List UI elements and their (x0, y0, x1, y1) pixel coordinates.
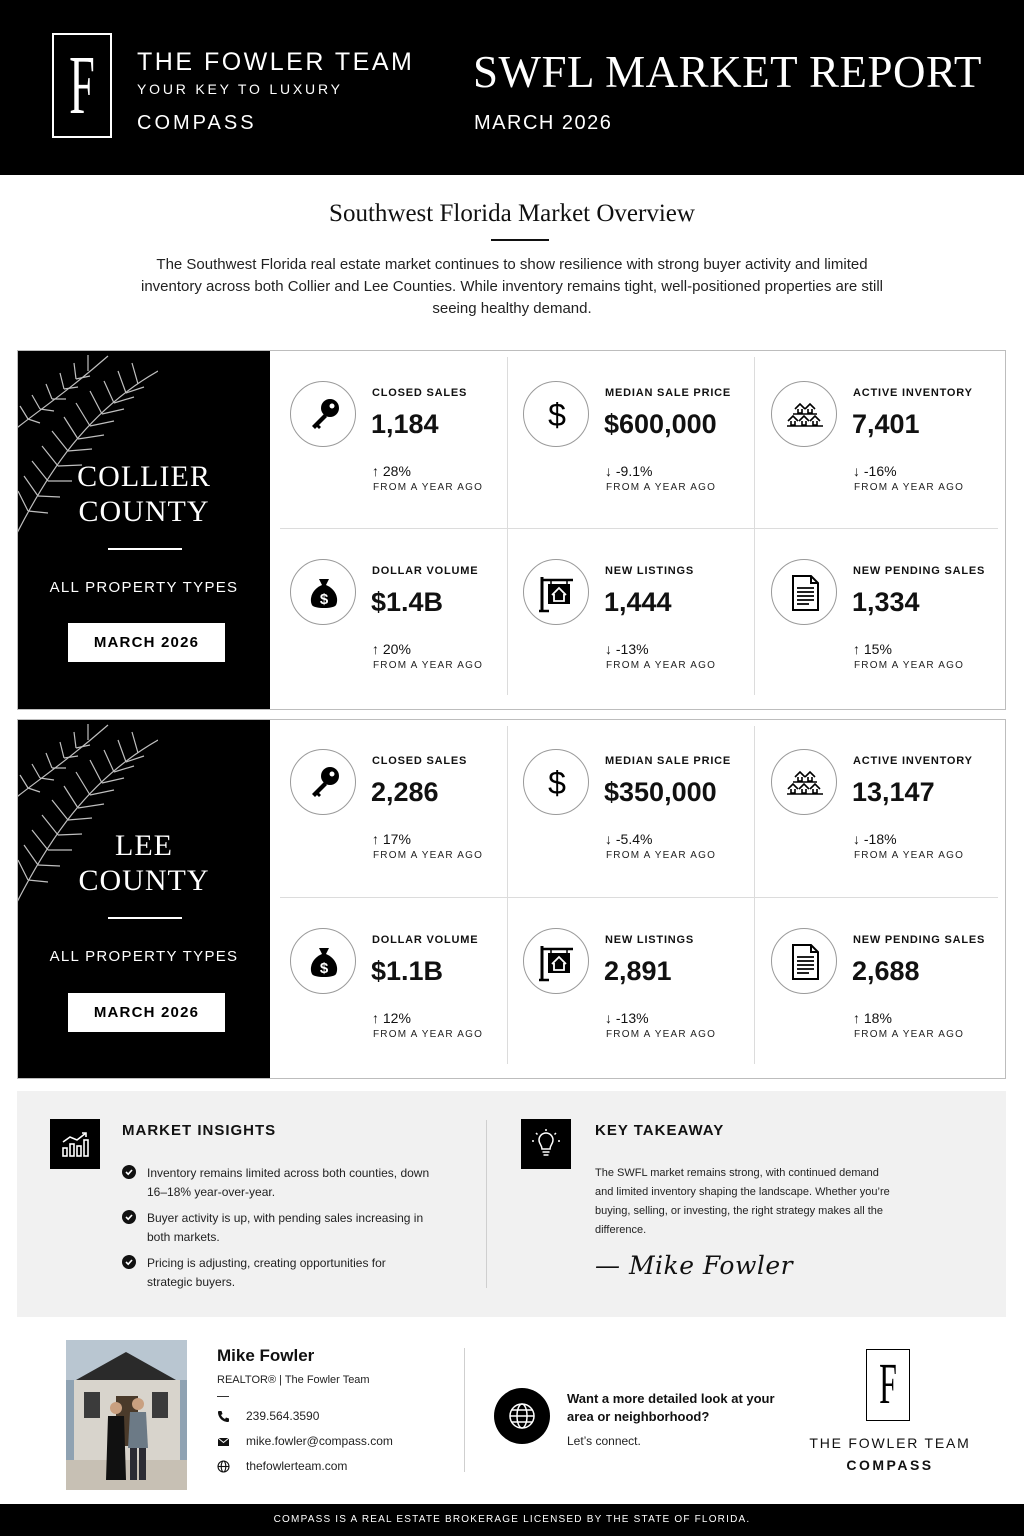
insights-divider (486, 1120, 487, 1288)
money-bag-icon (304, 573, 344, 613)
stat-label: CLOSED SALES (372, 387, 468, 399)
stat-from: FROM A YEAR AGO (854, 660, 965, 671)
report-title: SWFL MARKET REPORT (473, 47, 982, 97)
stat-active-inventory (771, 381, 1011, 541)
key-icon (304, 763, 344, 803)
stat-from: FROM A YEAR AGO (606, 660, 717, 671)
listing-sign-icon (537, 942, 577, 982)
stat-new-listings (523, 928, 763, 1088)
email-address[interactable]: mike.fowler@compass.com (246, 1434, 393, 1448)
chart-growth-icon (50, 1119, 100, 1169)
stat-value: $600,000 (604, 409, 717, 439)
stat-change: ↓ -13% (605, 641, 649, 657)
footer-team-name: THE FOWLER TEAM (809, 1435, 971, 1451)
stat-median-sale-price (523, 749, 763, 909)
stat-from: FROM A YEAR AGO (373, 482, 484, 493)
cta-connect[interactable]: Let’s connect. (567, 1434, 641, 1448)
insight-bullet (122, 1209, 422, 1249)
stat-new-pending-sales (771, 559, 1011, 719)
listing-sign-icon (537, 573, 577, 613)
collier-county-panel (17, 350, 1006, 710)
stat-value: 1,334 (852, 587, 920, 617)
stat-label: MEDIAN SALE PRICE (605, 755, 732, 767)
stat-value: 2,286 (371, 777, 439, 807)
county-name-line1: LEE (115, 829, 173, 862)
logo-letter: F (879, 1351, 897, 1416)
stat-label: MEDIAN SALE PRICE (605, 387, 732, 399)
stat-change: ↓ -18% (853, 831, 897, 847)
dollar-icon (537, 395, 577, 435)
stat-from: FROM A YEAR AGO (373, 1029, 484, 1040)
county-property-types: ALL PROPERTY TYPES (49, 579, 239, 596)
stat-dollar-volume (290, 559, 530, 719)
stat-from: FROM A YEAR AGO (373, 660, 484, 671)
stat-label: NEW LISTINGS (605, 565, 695, 577)
county-name-line2: COUNTY (78, 495, 210, 528)
stat-change: ↑ 12% (372, 1010, 411, 1026)
stat-from: FROM A YEAR AGO (606, 1029, 717, 1040)
stat-dollar-volume (290, 928, 530, 1088)
houses-icon (785, 395, 825, 435)
email-icon (217, 1435, 230, 1448)
dollar-icon (537, 763, 577, 803)
stat-change: ↑ 28% (372, 463, 411, 479)
houses-icon (785, 763, 825, 803)
stat-value: 1,184 (371, 409, 439, 439)
county-divider (108, 917, 182, 919)
legal-disclaimer: COMPASS IS A REAL ESTATE BROKERAGE LICENSED BY THE STATE OF FLORIDA. (0, 1504, 1024, 1536)
stat-label: DOLLAR VOLUME (372, 565, 479, 577)
agent-divider (217, 1396, 229, 1397)
stat-label: ACTIVE INVENTORY (853, 755, 973, 767)
county-name-line2: COUNTY (78, 864, 210, 897)
stat-value: 2,688 (852, 956, 920, 986)
insight-text: Pricing is adjusting, creating opportunities for strategic buyers. (147, 1256, 386, 1289)
stat-label: CLOSED SALES (372, 755, 468, 767)
stat-closed-sales (290, 749, 530, 909)
key-takeaway-text: The SWFL market remains strong, with continued demand and limited inventory shaping the landscape. Whether you’re buying, selling, or investing, the right strategy makes all the difference. (595, 1167, 890, 1236)
stat-label: NEW PENDING SALES (853, 565, 986, 577)
stat-label: NEW LISTINGS (605, 934, 695, 946)
overview-divider (491, 239, 549, 241)
globe-icon (217, 1460, 230, 1473)
agent-name: Mike Fowler (217, 1346, 315, 1365)
insights-panel (17, 1091, 1006, 1317)
insight-text: Buyer activity is up, with pending sales increasing in both markets. (147, 1211, 424, 1244)
market-insights-title: MARKET INSIGHTS (122, 1122, 277, 1139)
stat-label: ACTIVE INVENTORY (853, 387, 973, 399)
stat-change: ↓ -9.1% (605, 463, 653, 479)
agent-title: REALTOR® | The Fowler Team (217, 1374, 370, 1386)
stat-change: ↓ -16% (853, 463, 897, 479)
team-logo-small (866, 1349, 910, 1421)
footer-brokerage: COMPASS (846, 1457, 934, 1473)
county-property-types: ALL PROPERTY TYPES (49, 948, 239, 965)
stat-change: ↑ 17% (372, 831, 411, 847)
stat-from: FROM A YEAR AGO (373, 850, 484, 861)
county-divider (108, 548, 182, 550)
stat-value: $350,000 (604, 777, 717, 807)
lee-county-sidebar (18, 720, 270, 1078)
insight-bullet (122, 1254, 422, 1294)
brand-name: THE FOWLER TEAM (137, 48, 415, 76)
document-icon (785, 573, 825, 613)
signature: — Mike Fowler (595, 1251, 794, 1280)
key-icon (304, 395, 344, 435)
report-date: MARCH 2026 (474, 112, 613, 134)
county-date-badge: MARCH 2026 (68, 623, 225, 662)
stat-value: $1.4B (371, 587, 444, 617)
stat-value: 2,891 (604, 956, 672, 986)
stat-from: FROM A YEAR AGO (854, 482, 965, 493)
agent-photo (66, 1340, 187, 1490)
stat-value: 13,147 (852, 777, 935, 807)
stat-closed-sales (290, 381, 530, 541)
insight-text: Inventory remains limited across both counties, down 16–18% year-over-year. (147, 1166, 430, 1199)
check-circle-icon (122, 1165, 136, 1179)
stat-change: ↓ -5.4% (605, 831, 653, 847)
stat-new-listings (523, 559, 763, 719)
overview-title: Southwest Florida Market Overview (329, 200, 695, 227)
overview-text: The Southwest Florida real estate market continues to show resilience with strong buyer activity and limited inventory across both Collier and Lee Counties. While inventory remains tight, well-positioned properties are still seeing healthy demand. (140, 256, 884, 317)
stat-change: ↑ 15% (853, 641, 892, 657)
logo-letter: F (69, 39, 95, 132)
stat-label: NEW PENDING SALES (853, 934, 986, 946)
globe-icon[interactable] (494, 1388, 550, 1444)
footer-divider (464, 1348, 465, 1472)
brand-tagline: YOUR KEY TO LUXURY (137, 81, 343, 97)
stat-value: 7,401 (852, 409, 920, 439)
stat-value: $1.1B (371, 956, 444, 986)
report-header (0, 0, 1024, 175)
document-icon (785, 942, 825, 982)
phone-icon (217, 1410, 230, 1423)
check-circle-icon (122, 1255, 136, 1269)
county-date-badge: MARCH 2026 (68, 993, 225, 1032)
stat-median-sale-price (523, 381, 763, 541)
brokerage-name: COMPASS (137, 112, 257, 134)
phone-number[interactable]: 239.564.3590 (246, 1409, 320, 1423)
cta-question: Want a more detailed look at your area or neighborhood? (567, 1391, 775, 1424)
key-takeaway-title: KEY TAKEAWAY (595, 1122, 725, 1139)
lightbulb-icon (521, 1119, 571, 1169)
stat-from: FROM A YEAR AGO (606, 850, 717, 861)
insight-bullet (122, 1164, 430, 1204)
collier-county-sidebar (18, 351, 270, 709)
team-logo (52, 33, 112, 138)
stat-from: FROM A YEAR AGO (606, 482, 717, 493)
stat-change: ↑ 18% (853, 1010, 892, 1026)
stat-active-inventory (771, 749, 1011, 909)
stat-change: ↓ -13% (605, 1010, 649, 1026)
lee-county-panel (17, 719, 1006, 1079)
stat-from: FROM A YEAR AGO (854, 1029, 965, 1040)
stat-new-pending-sales (771, 928, 1011, 1088)
website-link[interactable]: thefowlerteam.com (246, 1459, 348, 1473)
stat-from: FROM A YEAR AGO (854, 850, 965, 861)
county-name-line1: COLLIER (77, 460, 211, 493)
stat-value: 1,444 (604, 587, 672, 617)
stat-label: DOLLAR VOLUME (372, 934, 479, 946)
money-bag-icon (304, 942, 344, 982)
stat-change: ↑ 20% (372, 641, 411, 657)
check-circle-icon (122, 1210, 136, 1224)
